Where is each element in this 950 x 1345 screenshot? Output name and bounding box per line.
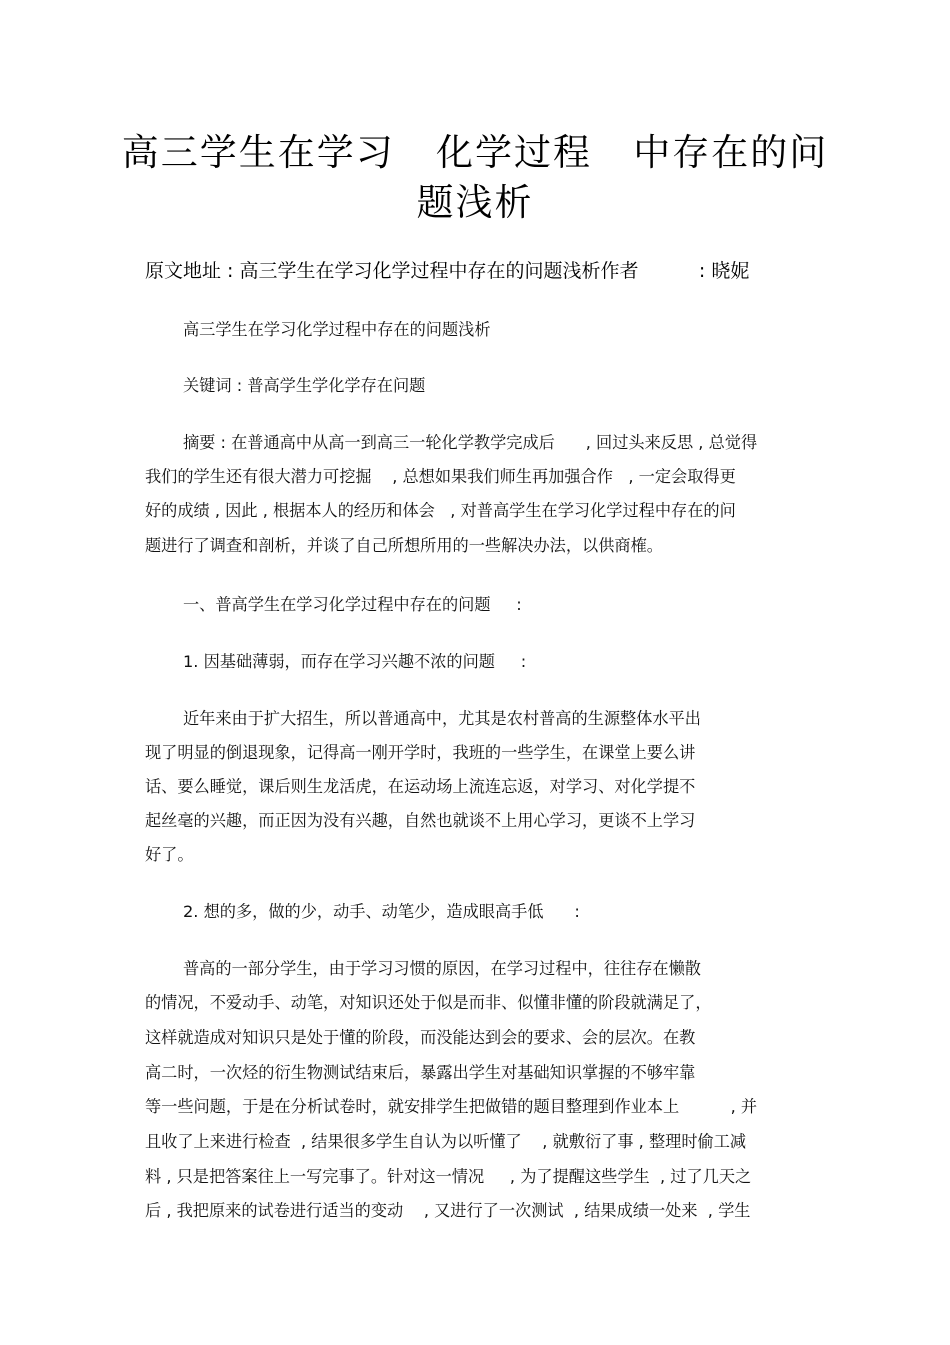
abstract-line: 摘要 : 在普通高中从高一到高三一轮化学教学完成后 , 回过头来反思 , 总觉得 [183,433,758,452]
paragraph-line: 话、要么睡觉，课后则生龙活虎，在运动场上流连忘返，对学习、对化学提不 [145,777,696,796]
section-heading: 一、普高学生在学习化学过程中存在的问题 : [183,595,522,614]
doc-title-text: 高三学生在学习化学过程中存在的问题浅析 [183,320,491,339]
paragraph-line: 起丝毫的兴趣，而正因为没有兴趣，自然也就谈不上用心学习，更谈不上学习 [145,811,696,830]
paragraph-line: 且收了上来进行检查 , 结果很多学生自认为以听懂了 , 就敷衍了事 , 整理时偷工减 [145,1132,747,1151]
keywords-line: 关键词 : 普高学生学化学存在问题 [183,376,426,395]
paragraph-line: 这样就造成对知识只是处于懂的阶段，而没能达到会的要求、会的层次。在教 [145,1028,696,1047]
document-title-line-2: 题浅析 [416,181,534,224]
paragraph-line: 后 , 我把原来的试卷进行适当的变动 , 又进行了一次测试 , 结果成绩一处来 , 学生 [145,1201,751,1220]
abstract-line: 好的成绩 , 因此 , 根据本人的经历和体会 , 对普高学生在学习化学过程中存在的问 [145,501,736,520]
paragraph-line: 等一些问题，于是在分析试卷时，就安排学生把做错的题目整理到作业本上 , 并 [145,1097,758,1116]
paragraph-line: 高二时，一次烃的衍生物测试结束后，暴露出学生对基础知识掌握的不够牢靠 [145,1063,696,1082]
paragraph-line: 的情况，不爱动手、动笔，对知识还处于似是而非、似懂非懂的阶段就满足了， [145,993,712,1012]
abstract-line: 题进行了调查和剖析，并谈了自己所想所用的一些解决办法，以供商榷。 [145,536,663,555]
source-line: 原文地址 : 高三学生在学习化学过程中存在的问题浅析作者 : 晓妮 [145,260,750,282]
paragraph-line: 近年来由于扩大招生，所以普通高中，尤其是农村普高的生源整体水平出 [183,709,701,728]
paragraph-line: 好了。 [145,845,194,864]
paragraph-line: 普高的一部分学生，由于学习习惯的原因，在学习过程中，往往存在懒散 [183,959,701,978]
abstract-line: 我们的学生还有很大潜力可挖掘 , 总想如果我们师生再加强合作 , 一定会取得更 [145,467,736,486]
paragraph-line: 现了明显的倒退现象，记得高一刚开学时，我班的一些学生，在课堂上要么讲 [145,743,696,762]
document-title-line-1: 高三学生在学习 化学过程 中存在的问 [121,131,829,174]
paragraph-line: 料 , 只是把答案往上一写完事了。针对这一情况 , 为了提醒这些学生 , 过了几天之 [145,1167,752,1186]
item-heading: 1. 因基础薄弱，而存在学习兴趣不浓的问题 : [183,652,527,671]
item-heading: 2. 想的多，做的少，动手、动笔少，造成眼高手低 : [183,902,580,921]
